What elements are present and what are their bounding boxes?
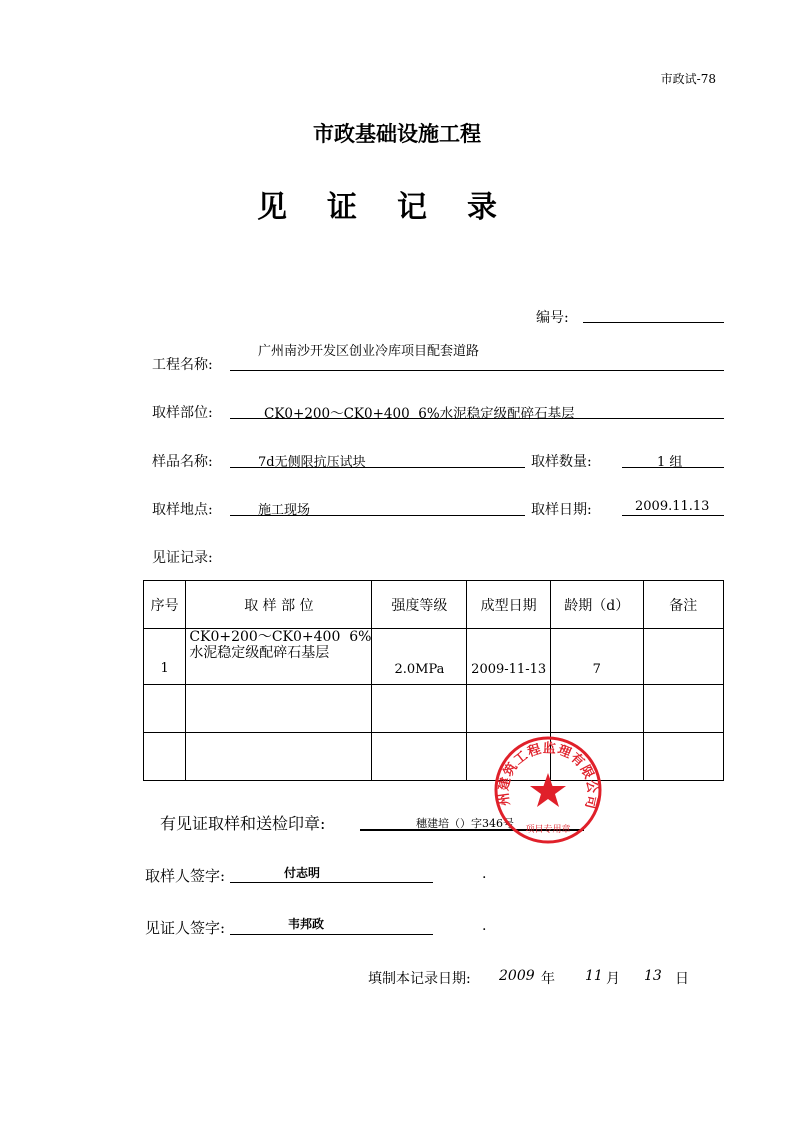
stamp-label: 有见证取样和送检印章:: [160, 814, 326, 833]
cell-note: [643, 629, 723, 685]
header-date: 成型日期: [467, 581, 551, 629]
location-label: 取样部位:: [152, 405, 213, 421]
fill-date-month: 11: [585, 968, 603, 984]
fill-date-day: 13: [644, 968, 662, 984]
cell-no: 1: [144, 629, 186, 685]
project-value: 广州南沙开发区创业冷库项目配套道路: [258, 344, 480, 359]
qty-line: [622, 467, 724, 468]
table-row: [144, 685, 724, 733]
sampler-signature: 付志明: [284, 866, 321, 880]
project-label: 工程名称:: [152, 357, 213, 373]
cell-location-line1: CK0+200～CK0+400 6%: [189, 629, 372, 645]
qty-label: 取样数量:: [531, 454, 592, 470]
fill-date-day-unit: 日: [675, 971, 689, 987]
cell-location: [186, 629, 372, 685]
page-subtitle: 见证记录: [257, 190, 537, 225]
table-row: [144, 629, 724, 685]
place-line: [230, 515, 525, 516]
place-value: 施工现场: [258, 503, 311, 518]
cell-age: 7: [550, 629, 643, 685]
qty-value: 1 组: [657, 455, 683, 470]
fill-date-month-unit: 月: [606, 971, 620, 987]
location-value: CK0+200～CK0+400 6%水泥稳定级配碎石基层: [264, 406, 575, 422]
fill-date-year: 2009: [499, 968, 535, 984]
company-seal: [493, 735, 603, 845]
cell-date: 2009-11-13: [467, 629, 551, 685]
date-label: 取样日期:: [531, 502, 592, 518]
project-line: [230, 370, 724, 371]
serial-line: [583, 322, 724, 323]
sample-value: 7d无侧限抗压试块: [258, 455, 366, 470]
stamp-value: 穗建培（）字346号: [416, 817, 514, 830]
date-line: [622, 515, 724, 516]
seal-star-icon: [530, 773, 566, 807]
location-line: [230, 418, 724, 419]
header-age: 龄期（d）: [550, 581, 643, 629]
header-note: 备注: [643, 581, 723, 629]
witness-dot: .: [482, 918, 487, 934]
table-header-row: [144, 581, 724, 629]
fill-date-year-unit: 年: [541, 971, 555, 987]
form-code: 市政试-78: [660, 72, 716, 86]
serial-label: 编号:: [536, 310, 569, 326]
witness-label: 见证人签字:: [145, 919, 226, 937]
table-row: [144, 733, 724, 781]
record-label: 见证记录:: [152, 550, 213, 566]
cell-grade: 2.0MPa: [372, 629, 467, 685]
cell-location-line2: 水泥稳定级配碎石基层: [189, 645, 330, 661]
page-title: 市政基础设施工程: [313, 122, 481, 146]
fill-date-label: 填制本记录日期:: [368, 971, 471, 987]
witness-line: [230, 934, 433, 935]
place-label: 取样地点:: [152, 502, 213, 518]
header-location: 取 样 部 位: [186, 581, 372, 629]
sampler-label: 取样人签字:: [145, 867, 226, 885]
date-value: 2009.11.13: [635, 499, 710, 514]
sample-line: [230, 467, 525, 468]
sample-label: 样品名称:: [152, 454, 213, 470]
header-grade: 强度等级: [372, 581, 467, 629]
seal-bottom-text: 项目专用章: [525, 825, 571, 835]
sampler-dot: .: [482, 866, 487, 882]
seal-ring-text: 州建筑工程监理有限公司: [496, 741, 600, 812]
header-no: 序号: [144, 581, 186, 629]
sampler-line: [230, 882, 433, 883]
witness-signature: 韦邦政: [288, 917, 325, 931]
record-table: [143, 580, 724, 781]
